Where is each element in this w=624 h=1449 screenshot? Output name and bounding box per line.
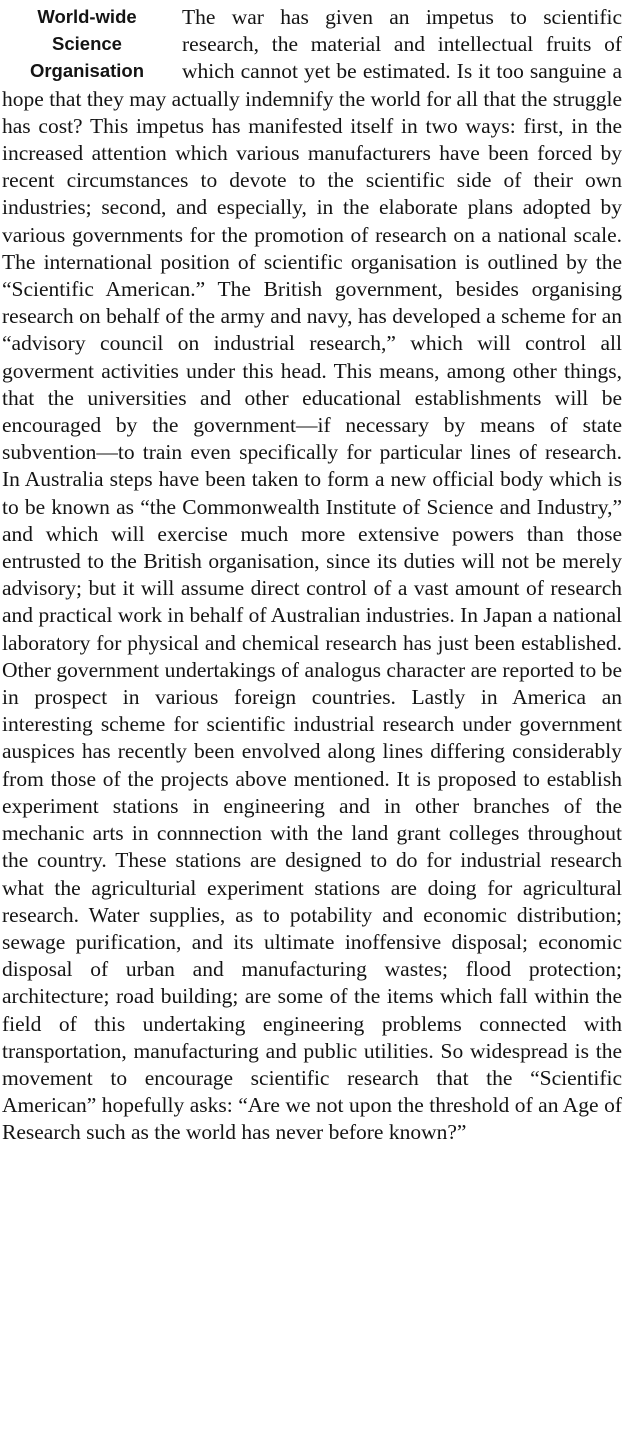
side-heading-line-3: Organisation <box>29 60 145 82</box>
side-heading-line-1: World-wide <box>37 6 137 27</box>
side-heading <box>2 3 172 85</box>
article-body: The war has given an impetus to scientific research, the material and intellectual fruits of which cannot yet be estimated. Is it too sanguine a hope that they may actually indemnify the world for all that the struggle has cost? This impetus has manifested itself in two ways: first, in the increased attention which various manufacturers have been forced by recent circumstances to devote to the scientific side of their own industries; second, and especially, in the elaborate plans adopted by various governments for the promotion of research on a national scale. The international position of scientific organisation is outlined by the “Scientific American.” The British government, besides organising research on behalf of the army and navy, has developed a scheme for an “advisory council on industrial research,” which will control all goverment activities under this head. This means, among other things, that the universities and other educational establishments will be encouraged by the government—if necessary by means of state subvention—to train even specifically for particular lines of research. In Australia steps have been taken to form a new official body which is to be known as “the Commonwealth Institute of Science and Industry,” and which will exercise much more extensive powers than those entrusted to the British organisation, since its duties will not be merely advisory; but it will assume direct control of a vast amount of research and practical work in behalf of Australian industries. In Japan a national laboratory for physical and chemical research has just been established. Other government undertakings of analogus character are reported to be in prospect in various foreign countries. Lastly in America an interesting scheme for scientific industrial research under government auspices has recently been envolved along lines differing considerably from those of the projects above mentioned. It is proposed to establish experiment stations in engineering and in other branches of the mechanic arts in connnection with the land grant colleges throughout the country. These stations are designed to do for industrial research what the agriculturial experiment stations are doing for agricultural research. Water supplies, as to potability and economic distribution; sewage purification, and its ultimate inoffensive disposal; economic disposal of urban and manufacturing wastes; flood protection; architecture; road building; are some of the items which fall within the field of this undertaking engineering problems connected with transportation, manufacturing and public utilities. So widespread is the movement to encourage scientific research that the “Scientific American” hopefully asks: “Are we not upon the threshold of an Age of Research such as the world has never before known?” <box>2 5 622 1145</box>
side-heading-line-2: Science <box>52 33 122 55</box>
